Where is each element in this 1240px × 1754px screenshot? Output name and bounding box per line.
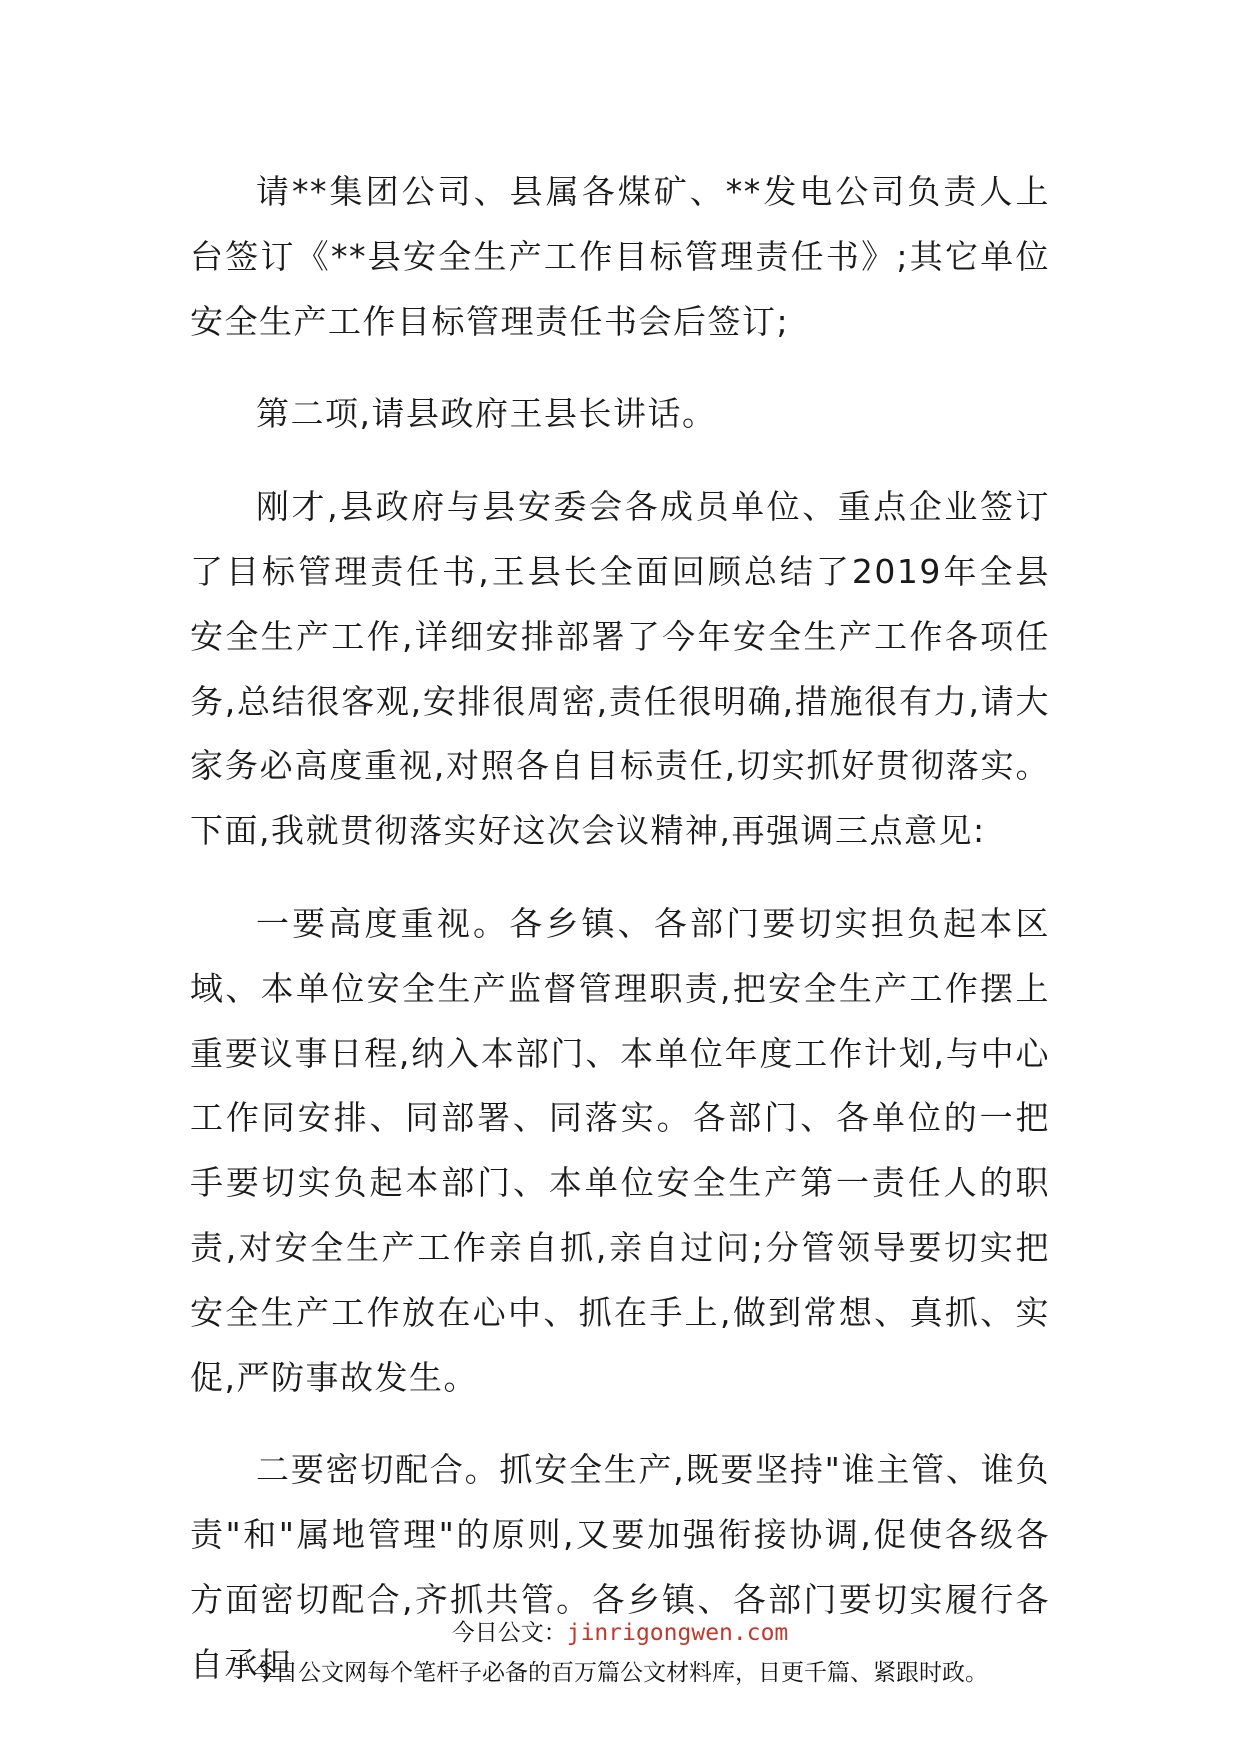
- paragraph-summary: 刚才,县政府与县安委会各成员单位、重点企业签订了目标管理责任书,王县长全面回顾总结了2019年全县安全生产工作,详细安排部署了今年安全生产工作各项任务,总结很客观,安排很周密,责任很明确,措施很有力,请大家务必高度重视,对照各自目标责任,切实抓好贯彻落实。下面,我就贯彻落实好这次会议精神,再强调三点意见:: [190, 487, 1050, 851]
- footer-site-line: [0, 1618, 1240, 1648]
- paragraph-point-two: 二要密切配合。抓安全生产,既要坚持"谁主管、谁负责"和"属地管理"的原则,又要加强衔接协调,促使各级各方面密切配合,齐抓共管。各乡镇、各部门要切实履行各自承担: [190, 1450, 1050, 1684]
- paragraph-second-item: 第二项,请县政府王县长讲话。: [256, 394, 717, 434]
- footer-tagline: 今日公文网每个笔杆子必备的百万篇公文材料库，日更千篇、紧跟时政。: [252, 1660, 988, 1686]
- document-body: [190, 160, 1050, 1726]
- footer-site-label: 今日公文：: [451, 1620, 567, 1646]
- footer-site-url[interactable]: jinrigongwen.com: [566, 1620, 789, 1646]
- paragraph-point-one: 一要高度重视。各乡镇、各部门要切实担负起本区域、本单位安全生产监督管理职责,把安全生产工作摆上重要议事日程,纳入本部门、本单位年度工作计划,与中心工作同安排、同部署、同落实。各部门、各单位的一把手要切实负起本部门、本单位安全生产第一责任人的职责,对安全生产工作亲自抓,亲自过问;分管领导要切实把安全生产工作放在心中、抓在手上,做到常想、真抓、实促,严防事故发生。: [190, 903, 1050, 1397]
- page-footer: [0, 1618, 1240, 1688]
- paragraph-signing: 请**集团公司、县属各煤矿、**发电公司负责人上台签订《**县安全生产工作目标管理责任书》;其它单位安全生产工作目标管理责任书会后签订;: [190, 172, 1050, 341]
